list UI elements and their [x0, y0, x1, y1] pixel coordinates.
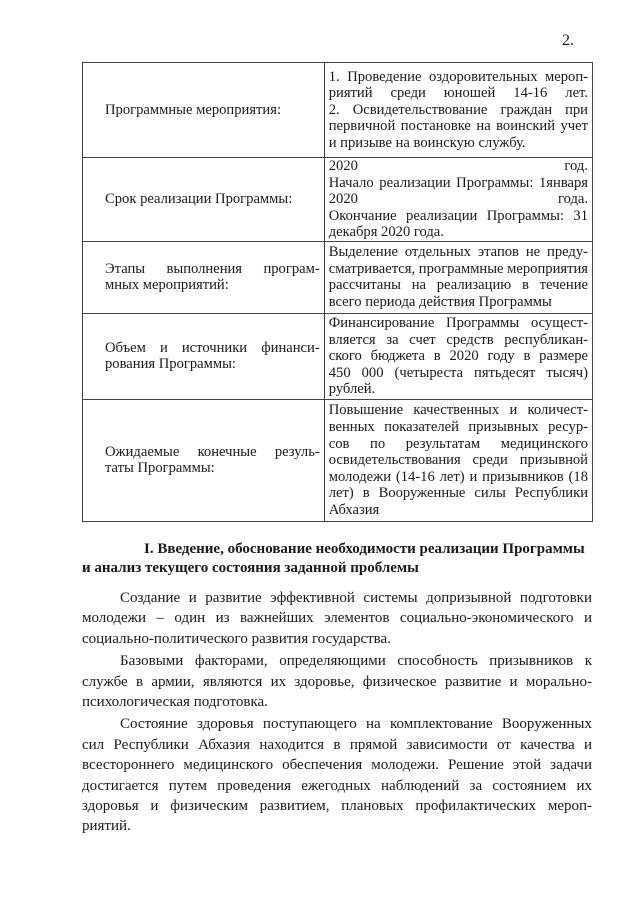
value-line: Начало реализации Программы: 1января	[328, 174, 588, 191]
body-text	[82, 588, 592, 839]
value-line: риятий среди юношей 14-16 лет.	[328, 85, 588, 102]
value-line: Абхазия	[328, 501, 380, 518]
paragraph-line: психологическая подготовка.	[82, 694, 268, 711]
label-line: Объем и источники финанси-	[105, 339, 320, 356]
program-passport-table	[82, 62, 593, 522]
value-line: сматривается, программные мероприятия	[328, 260, 588, 277]
paragraph	[82, 714, 592, 836]
value-line: венных показателей призывных ресур-	[328, 418, 588, 435]
paragraph-line: здоровья и физическим развитием, плановых профилактических мероп-	[82, 798, 592, 815]
value-line: ского бюджета в 2020 году в размере	[328, 348, 588, 365]
paragraph-line: службе в армии, являются их здоровье, физическое развитие и морально-	[82, 673, 592, 690]
label-line: мных мероприятий:	[105, 277, 229, 294]
value-line: молодежи (14-16 лет) и призывников (18	[328, 468, 588, 485]
row-value	[324, 399, 592, 521]
heading-line: и анализ текущего состояния заданной проблемы	[82, 560, 419, 576]
paragraph-line: достигается путем проведения ежегодных наблюдений за состоянием их	[82, 777, 592, 794]
row-label	[83, 63, 325, 158]
value-line: освидетельствования среди призывной	[328, 452, 588, 469]
label-line: Срок реализации Программы:	[105, 191, 293, 208]
label-line: Этапы выполнения програм-	[105, 260, 320, 277]
paragraph-line: Базовыми факторами, определяющими способность призывников к	[120, 653, 592, 670]
paragraph	[82, 651, 592, 712]
label-line: таты Программы:	[105, 460, 215, 477]
value-line: 1. Проведение оздоровительных мероп-	[328, 68, 588, 85]
table-row	[83, 399, 593, 521]
value-line: Повышение качественных и количест-	[328, 402, 588, 419]
value-line: декабря 2020 года.	[328, 224, 444, 241]
paragraph-line: сил Республики Абхазия находится в прямой зависимости от качества и	[82, 736, 592, 753]
value-line: вляется за счет средств республикан-	[328, 331, 588, 348]
value-line: лет) в Вооруженные силы Республики	[328, 485, 588, 502]
value-line: рассчитаны на реализацию в течение	[328, 277, 588, 294]
paragraph-line: Создание и развитие эффективной системы допризывной подготовки	[120, 590, 592, 606]
label-line: рования Программы:	[105, 356, 236, 373]
table-row	[83, 313, 593, 399]
paragraph-line: риятий.	[82, 818, 131, 835]
heading-line: I. Введение, обоснование необходимости реализации Программы	[144, 541, 585, 557]
table-row	[83, 63, 593, 158]
paragraph	[82, 588, 592, 649]
paragraph-line: социально-политического развития государства.	[82, 630, 391, 647]
value-line: 2020 год.	[328, 158, 588, 174]
value-line: и призыве на воинскую службу.	[328, 134, 526, 151]
row-value	[324, 313, 592, 399]
value-line: Финансирование Программы осущест-	[328, 314, 588, 331]
value-line: Выделение отдельных этапов не преду-	[328, 244, 588, 261]
row-label	[83, 399, 325, 521]
row-value	[324, 158, 592, 242]
label-line: Программные мероприятия:	[105, 101, 281, 118]
table-row	[83, 241, 593, 313]
value-line: 2020 года.	[328, 191, 588, 208]
value-line: рублей.	[328, 381, 376, 398]
value-line: Окончание реализации Программы: 31	[328, 207, 588, 224]
page-number: 2.	[562, 32, 574, 49]
row-value	[324, 63, 592, 158]
row-label	[83, 158, 325, 242]
table-row	[83, 158, 593, 242]
paragraph-line: Состояние здоровья поступающего на комплектование Вооруженных	[120, 716, 592, 733]
paragraph-line: молодежи – один из важнейших элементов социально-экономического и	[82, 610, 592, 627]
value-line: первичной постановке на воинский учет	[328, 118, 588, 135]
section-heading	[82, 540, 592, 578]
value-line: 450 000 (четыреста пятьдесят тысяч)	[328, 364, 588, 381]
row-label	[83, 241, 325, 313]
row-value	[324, 241, 592, 313]
row-label	[83, 313, 325, 399]
paragraph-line: всестороннего медицинского обеспечения молодежи. Решение этой задачи	[82, 757, 592, 774]
label-line: Ожидаемые конечные резуль-	[105, 443, 320, 460]
value-line: сов по результатам медицинского	[328, 435, 588, 452]
value-line: 2. Освидетельствование граждан при	[328, 101, 588, 118]
value-line: всего периода действия Программы	[328, 294, 552, 311]
